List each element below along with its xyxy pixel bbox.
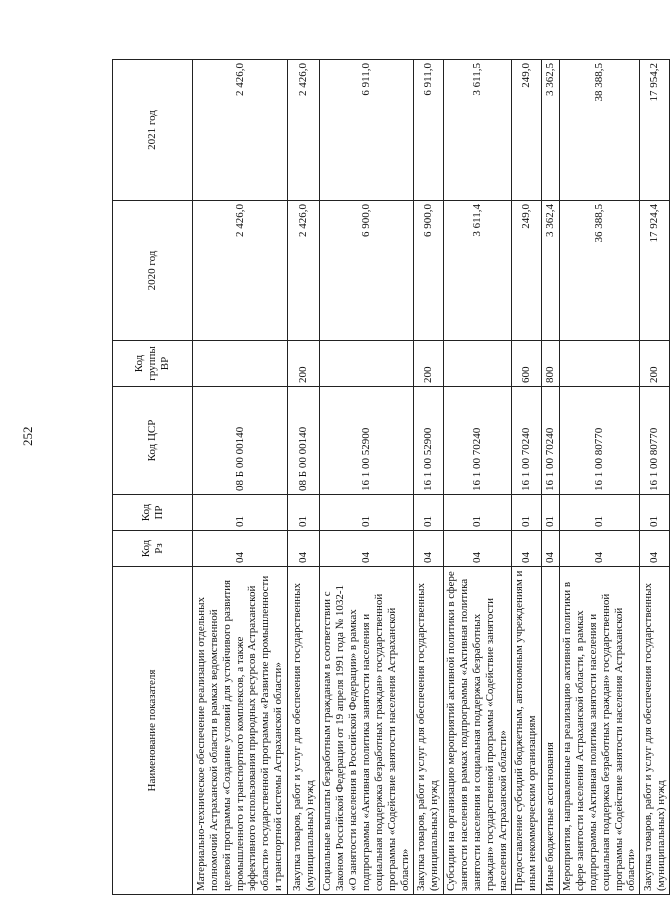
table-row xyxy=(413,60,443,895)
page-number: 252 xyxy=(20,426,35,446)
row-vr xyxy=(193,341,288,387)
row-2020: 249,0 xyxy=(511,201,541,341)
row-rz: 04 xyxy=(320,531,414,567)
row-csr: 16 1 00 70240 xyxy=(541,387,559,495)
row-rz: 04 xyxy=(511,531,541,567)
row-name: Закупка товаров, работ и услуг для обеспечения государственных (муниципальных) нужд xyxy=(288,567,320,895)
header-rz: Код Рз xyxy=(113,531,193,567)
row-pr: 01 xyxy=(288,495,320,531)
row-vr xyxy=(559,341,640,387)
row-pr: 01 xyxy=(320,495,414,531)
row-2020: 36 388,5 xyxy=(559,201,640,341)
row-pr: 01 xyxy=(413,495,443,531)
row-2020: 2 426,0 xyxy=(288,201,320,341)
table-row xyxy=(193,60,288,895)
row-rz: 04 xyxy=(443,531,511,567)
row-name: Закупка товаров, работ и услуг для обеспечения государственных (муниципальных) нужд xyxy=(640,567,670,895)
header-2021: 2021 год xyxy=(113,60,193,201)
row-2020: 6 900,0 xyxy=(413,201,443,341)
table-row xyxy=(559,60,640,895)
row-name: Социальные выплаты безработным гражданам в соответствии с Законом Российской Федерации от 19 апреля 1991 года № 1032-1 «О занятости населения в Российской Федерации» в рамках подпрограммы «Активная политика занятости населения и социальная поддержка безработных граждан» государственной программы «Содействие занятости населения Астраханской области» xyxy=(320,567,414,895)
row-vr: 600 xyxy=(511,341,541,387)
row-2020: 6 900,0 xyxy=(320,201,414,341)
table-row xyxy=(511,60,541,895)
table-row xyxy=(640,60,670,895)
row-2021: 3 362,5 xyxy=(541,60,559,201)
row-rz: 04 xyxy=(541,531,559,567)
row-rz: 04 xyxy=(640,531,670,567)
row-pr: 01 xyxy=(511,495,541,531)
row-name: Иные бюджетные ассигнования xyxy=(541,567,559,895)
row-2021: 249,0 xyxy=(511,60,541,201)
row-csr: 16 1 00 80770 xyxy=(559,387,640,495)
row-2020: 17 924,4 xyxy=(640,201,670,341)
rotated-table-wrapper xyxy=(112,60,667,895)
budget-table xyxy=(112,59,670,895)
row-rz: 04 xyxy=(288,531,320,567)
row-name: Закупка товаров, работ и услуг для обеспечения государственных (муниципальных) нужд xyxy=(413,567,443,895)
row-pr: 01 xyxy=(640,495,670,531)
row-rz: 04 xyxy=(413,531,443,567)
row-name: Предоставление субсидий бюджетным, автономным учреждениям и иным некоммерческим организациям xyxy=(511,567,541,895)
header-pr: Код ПР xyxy=(113,495,193,531)
table-row xyxy=(541,60,559,895)
row-vr: 800 xyxy=(541,341,559,387)
row-2020: 3 611,4 xyxy=(443,201,511,341)
row-csr: 16 1 00 52900 xyxy=(413,387,443,495)
row-csr: 16 1 00 70240 xyxy=(511,387,541,495)
row-2021: 2 426,0 xyxy=(288,60,320,201)
row-vr: 200 xyxy=(288,341,320,387)
header-csr: Код ЦСР xyxy=(113,387,193,495)
row-name: Субсидии на организацию мероприятий активной политики в сфере занятости населения в рамках подпрограммы «Активная политика занятости населения и социальная поддержка безработных граждан» государственной программы «Содействие занятости населения Астраханской области» xyxy=(443,567,511,895)
row-2021: 6 911,0 xyxy=(320,60,414,201)
table-row xyxy=(288,60,320,895)
row-pr: 01 xyxy=(443,495,511,531)
row-2021: 3 611,5 xyxy=(443,60,511,201)
row-2021: 38 388,5 xyxy=(559,60,640,201)
row-vr xyxy=(443,341,511,387)
row-csr: 16 1 00 80770 xyxy=(640,387,670,495)
row-pr: 01 xyxy=(193,495,288,531)
row-pr: 01 xyxy=(559,495,640,531)
row-2021: 2 426,0 xyxy=(193,60,288,201)
row-name: Материально-техническое обеспечение реализации отдельных полномочий Астраханской области в рамках ведомственной целевой программы «Создание условий для устойчивого развития промышленного и транспортного комплексов, а также эффективного использования природных ресурсов Астраханской области» государственной программы «Развитие промышленности и транспортной системы Астраханской области» xyxy=(193,567,288,895)
row-vr: 200 xyxy=(413,341,443,387)
table-row xyxy=(320,60,414,895)
row-2020: 2 426,0 xyxy=(193,201,288,341)
row-vr xyxy=(320,341,414,387)
row-csr: 16 1 00 70240 xyxy=(443,387,511,495)
row-rz: 04 xyxy=(559,531,640,567)
header-row xyxy=(113,60,193,895)
row-vr: 200 xyxy=(640,341,670,387)
row-csr: 08 Б 00 00140 xyxy=(193,387,288,495)
row-pr: 01 xyxy=(541,495,559,531)
header-vr: Код группы ВР xyxy=(113,341,193,387)
row-2020: 3 362,4 xyxy=(541,201,559,341)
header-name: Наименование показателя xyxy=(113,567,193,895)
row-name: Мероприятия, направленные на реализацию активной политики в сфере занятости населения Астраханской области, в рамках подпрограммы «Активная политика занятости населения и социальная поддержка безработных граждан» государственной программы «Содействие занятости населения Астраханской области» xyxy=(559,567,640,895)
row-csr: 16 1 00 52900 xyxy=(320,387,414,495)
row-2021: 6 911,0 xyxy=(413,60,443,201)
header-2020: 2020 год xyxy=(113,201,193,341)
row-rz: 04 xyxy=(193,531,288,567)
row-2021: 17 954,2 xyxy=(640,60,670,201)
row-csr: 08 Б 00 00140 xyxy=(288,387,320,495)
table-row xyxy=(443,60,511,895)
